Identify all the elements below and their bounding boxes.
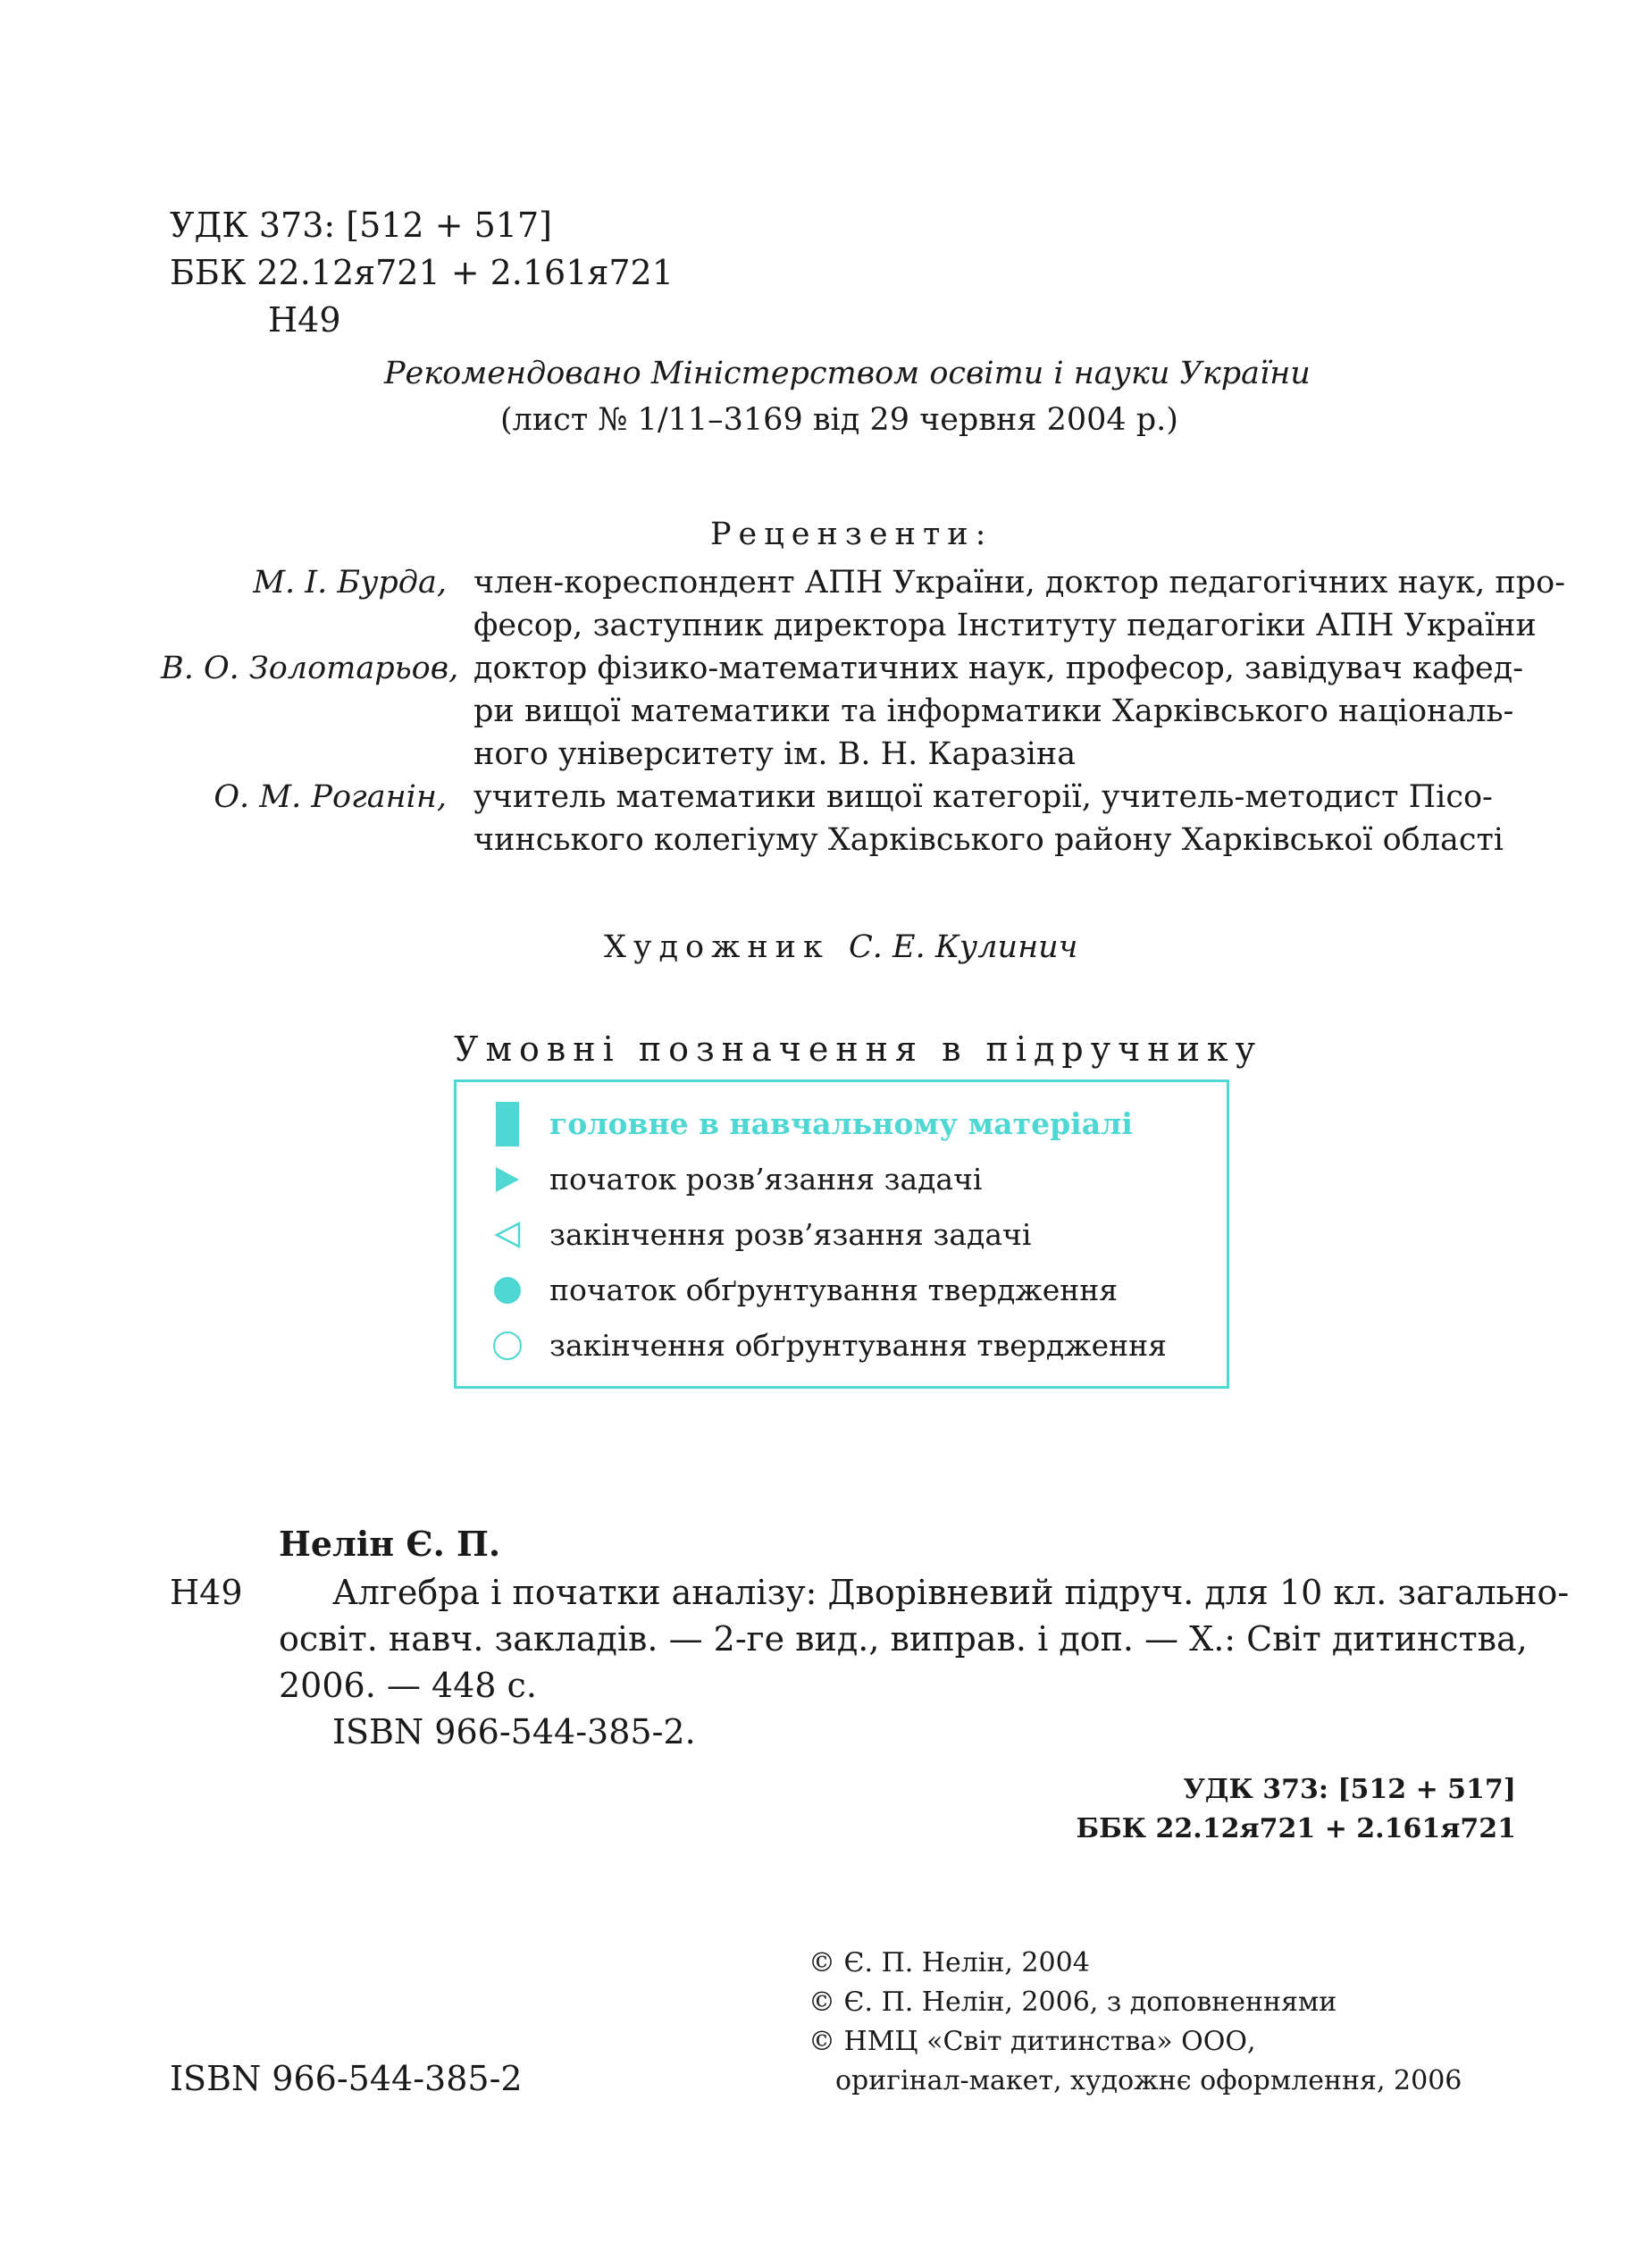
reviewer-text-line: фесор, заступник директора Інституту педагогіки АПН України [473, 608, 1537, 643]
reviewer-name: М. І. Бурда, [253, 565, 447, 601]
copyright-line: © Є. П. Нелін, 2006, з доповненнями [809, 1987, 1337, 2018]
reviewer-text-line: доктор фізико-математичних наук, професор, завідувач кафед- [473, 651, 1524, 686]
outline-circle-icon [492, 1323, 523, 1368]
outline-triangle-icon [492, 1213, 523, 1257]
legend-item-solution-start [492, 1157, 982, 1202]
legend-label: закінчення розв’язання задачі [549, 1217, 1032, 1252]
filled-bar-icon [492, 1102, 523, 1147]
artist-credit [604, 926, 1077, 969]
catalog-line: 2006. — 448 с. [279, 1666, 537, 1705]
legend-label: закінчення обґрунтування твердження [549, 1328, 1167, 1363]
reviewer-text-line: чинського колегіуму Харківського району Харківської області [473, 822, 1504, 858]
artist-label: Художник [604, 929, 830, 965]
legend-item-proof-start [492, 1268, 1118, 1313]
recommendation-line2: (лист № 1/11–3169 від 29 червня 2004 р.) [500, 402, 1178, 438]
reviewer-name: В. О. Золотарьов, [161, 651, 459, 686]
reviewers-title: Рецензенти: [710, 517, 993, 552]
copyright-line: оригінал-макет, художнє оформлення, 2006 [835, 2065, 1462, 2096]
recommendation-line1: Рекомендовано Міністерством освіти і науки України [384, 356, 1311, 391]
legend-label: головне в навчальному матеріалі [549, 1106, 1133, 1141]
catalog-line: освіт. навч. закладів. — 2-ге вид., виправ. і доп. — Х.: Світ дитинства, [279, 1619, 1528, 1659]
legend-label: початок розв’язання задачі [549, 1162, 983, 1197]
catalog-author: Нелін Є. П. [279, 1524, 501, 1564]
copyright-line: © НМЦ «Світ дитинства» ООО, [809, 2026, 1256, 2057]
catalog-mark: Н49 [170, 1573, 243, 1612]
udk-header: УДК 373: [512 + 517] [170, 206, 552, 245]
legend-label: початок обґрунтування твердження [549, 1273, 1119, 1307]
artist-name: С. Е. Кулинич [849, 929, 1078, 965]
legend-item-main [492, 1102, 1133, 1147]
reviewer-text-line: ри вищої математики та інформатики Харківського національ- [473, 693, 1514, 729]
catalog-isbn: ISBN 966-544-385-2. [332, 1712, 696, 1751]
legend-title: Умовні позначення в підручнику [454, 1029, 1262, 1069]
filled-triangle-icon [492, 1157, 523, 1202]
copyright-line: © Є. П. Нелін, 2004 [809, 1947, 1090, 1978]
reviewer-text-line: учитель математики вищої категорії, учитель-методист Пісо- [473, 779, 1493, 815]
bbk-header: ББК 22.12я721 + 2.161я721 [170, 253, 674, 292]
legend-box [454, 1079, 1229, 1389]
catalog-bbk: ББК 22.12я721 + 2.161я721 [1076, 1813, 1516, 1844]
catalog-line: Алгебра і початки аналізу: Дворівневий підруч. для 10 кл. загально- [332, 1573, 1570, 1612]
catalog-udk: УДК 373: [512 + 517] [1183, 1774, 1516, 1805]
legend-item-proof-end [492, 1323, 1167, 1368]
reviewer-text-line: ного університету ім. В. Н. Каразіна [473, 736, 1077, 772]
footer-isbn: ISBN 966-544-385-2 [170, 2059, 523, 2098]
author-mark: Н49 [268, 300, 341, 340]
filled-circle-icon [492, 1268, 523, 1313]
reviewer-name: О. М. Роганін, [214, 779, 447, 815]
legend-item-solution-end [492, 1213, 1031, 1257]
reviewer-text-line: член-кореспондент АПН України, доктор педагогічних наук, про- [473, 565, 1565, 601]
